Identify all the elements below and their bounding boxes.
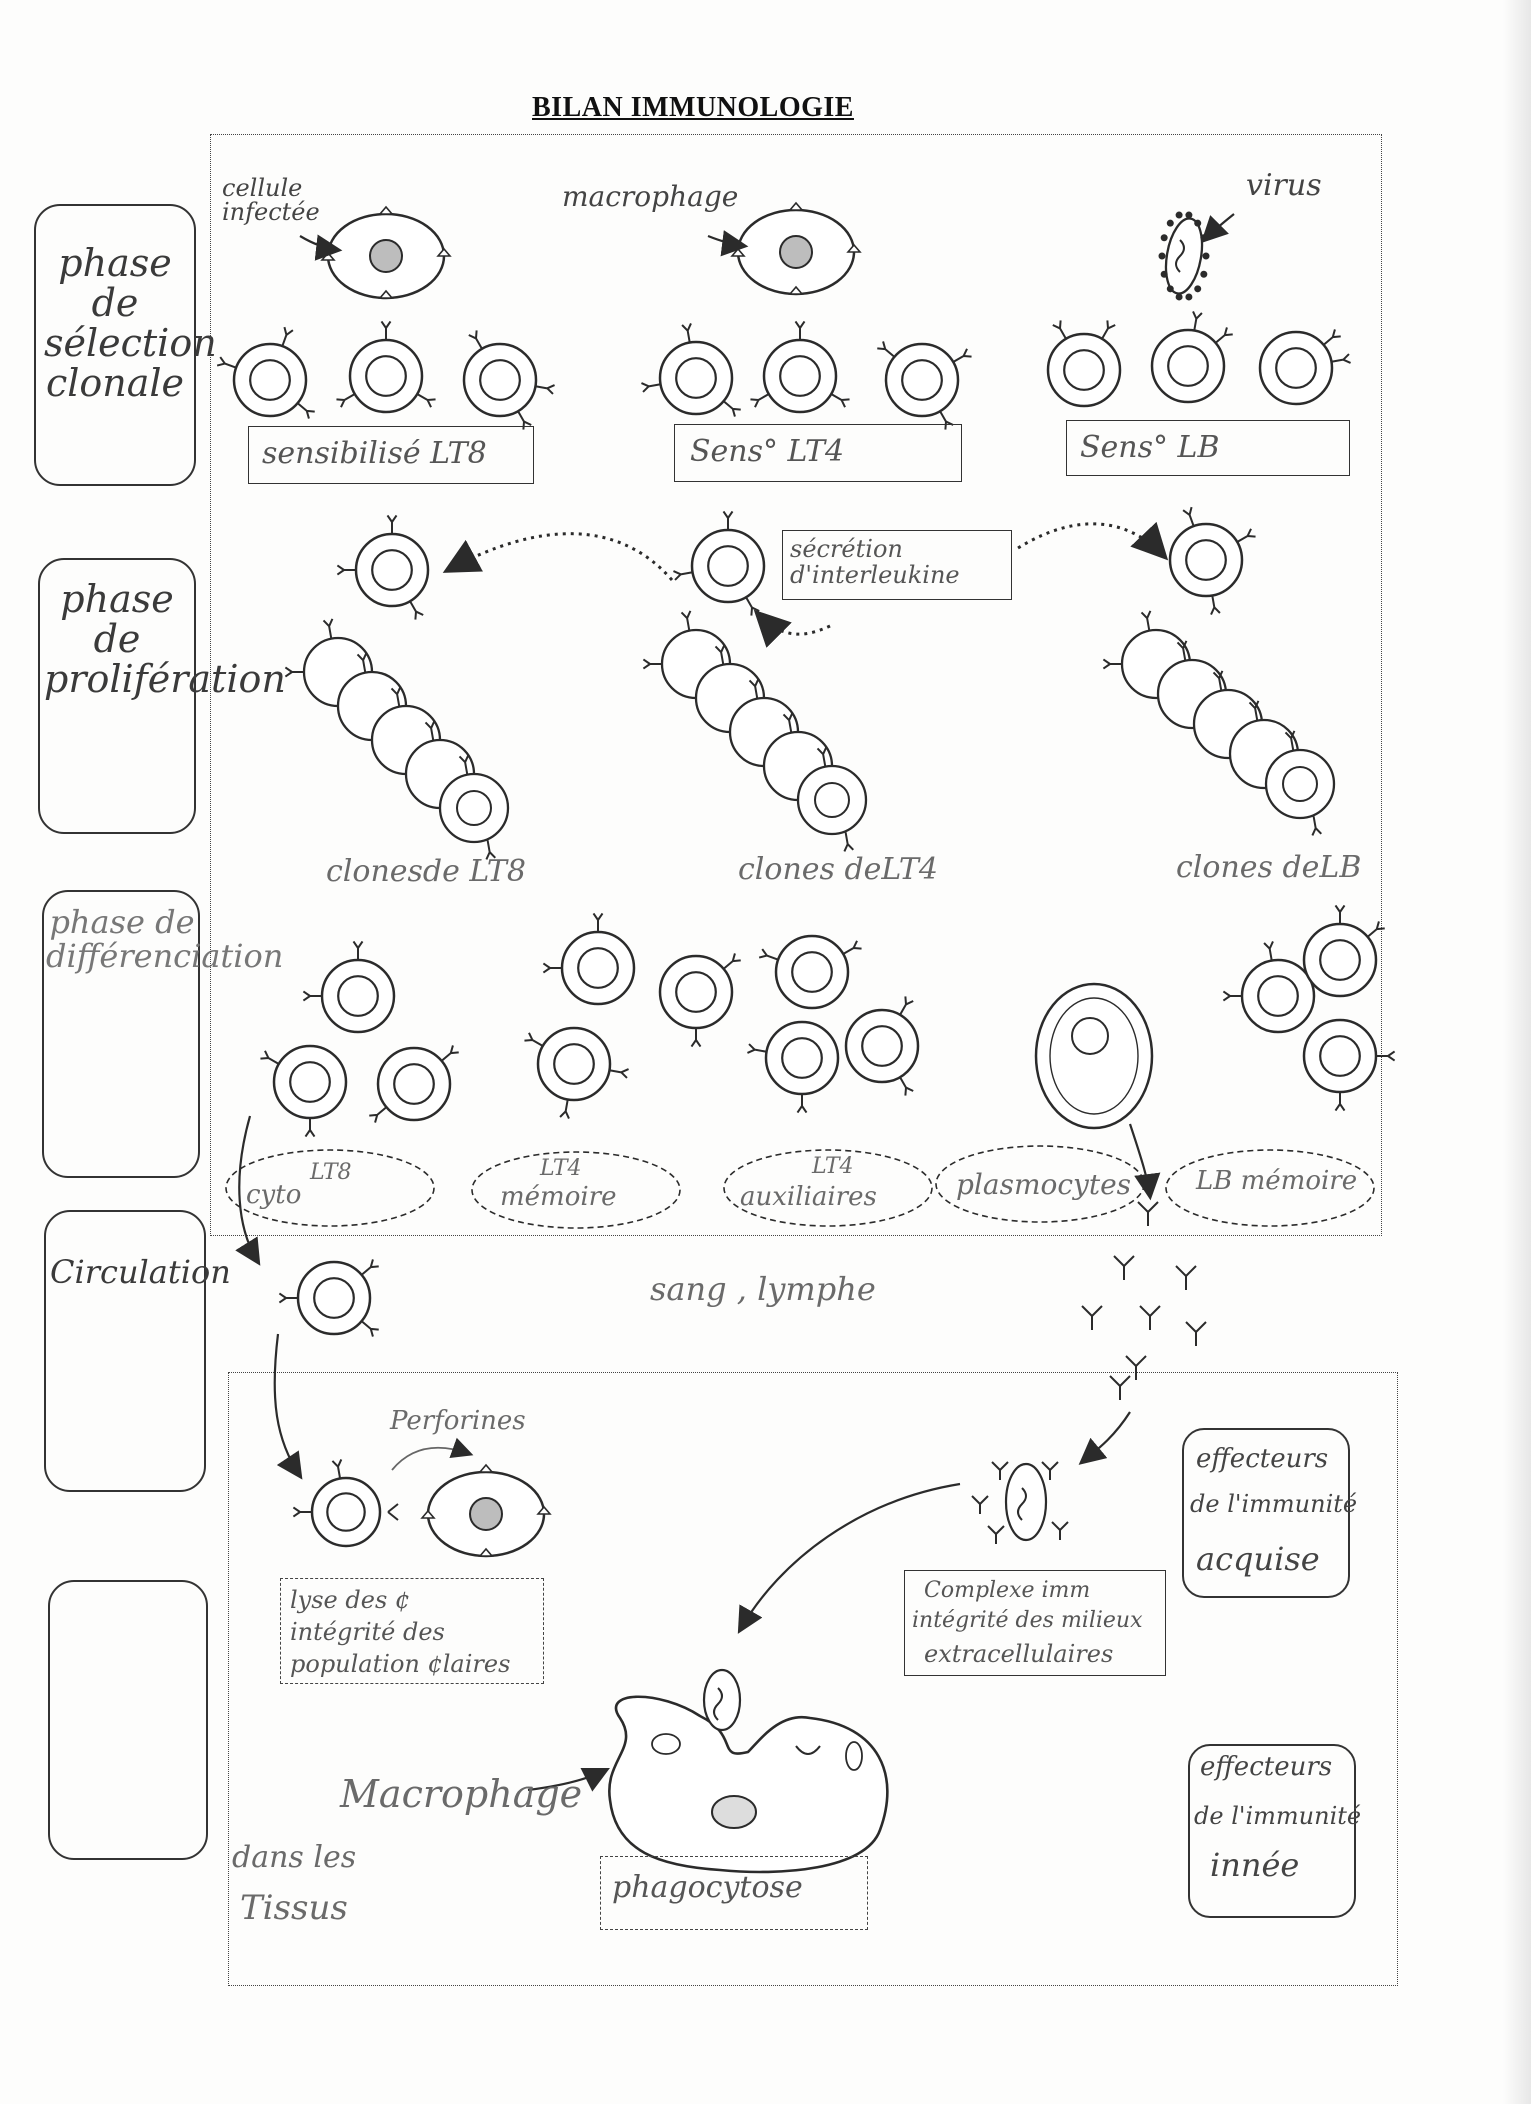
vesicle	[846, 1742, 862, 1770]
synapse-mark	[388, 1504, 398, 1520]
receptor-mark	[691, 1028, 700, 1047]
virus-spike	[1185, 212, 1192, 219]
receptor-mark	[750, 394, 768, 407]
receptor-mark	[469, 330, 482, 348]
virus-spike	[1194, 220, 1201, 227]
receptor-mark	[1053, 320, 1066, 338]
cell-nucleus	[1320, 1036, 1360, 1076]
cell-nucleus	[250, 360, 290, 400]
bound-antibody	[988, 1526, 1004, 1544]
receptor-mark	[285, 667, 304, 676]
receptor-mark	[387, 515, 396, 534]
bound-antibody	[972, 1496, 988, 1514]
virus-particle	[1161, 216, 1208, 297]
clones-lt4-label: clones deLT4	[738, 852, 938, 887]
receptor-mark	[217, 357, 236, 368]
complexe-line-3: extracellulaires	[924, 1640, 1114, 1668]
virus-spike	[1161, 234, 1168, 241]
tag-lt8: sensibilisé LT8	[262, 436, 487, 471]
lt4-memoire-label: mémoire	[500, 1182, 617, 1212]
tissus-line-1: dans les	[232, 1840, 357, 1875]
receptor-mark	[362, 1259, 379, 1274]
receptor-mark	[843, 941, 861, 954]
virus-spike	[1161, 271, 1168, 278]
receptor-mark	[260, 1051, 278, 1064]
lt4-aux-label: auxiliaires	[740, 1182, 877, 1212]
tissue-macrophage	[609, 1697, 887, 1872]
cell-nucleus	[370, 240, 402, 272]
receptor-mark	[282, 327, 293, 346]
receptor-mark	[1216, 327, 1233, 342]
macrophage-nucleus	[712, 1796, 756, 1828]
receptor-mark	[724, 953, 741, 968]
receptor-mark	[305, 1118, 314, 1137]
lb-memoire-label: LB mémoire	[1196, 1166, 1358, 1196]
receptor-mark	[1237, 529, 1255, 542]
receptor-mark	[1142, 611, 1151, 630]
antibody	[1140, 1306, 1160, 1330]
cell-nucleus	[676, 972, 716, 1012]
virus-spike	[1159, 253, 1166, 260]
receptor-mark	[900, 996, 913, 1014]
lyse-line-2: intégrité des	[290, 1618, 445, 1646]
lt4-aux-sup: LT4	[812, 1154, 854, 1179]
tag-lb: Sens° LB	[1080, 430, 1220, 465]
arrow-il-to-lb	[1018, 524, 1164, 556]
receptor-mark	[1376, 1051, 1395, 1060]
antibody	[1114, 1256, 1134, 1280]
surface-antigen	[380, 207, 392, 214]
receptor-mark	[303, 991, 322, 1000]
cell-nucleus	[862, 1026, 902, 1066]
receptor-mark	[336, 394, 354, 407]
interleukin-label: sécrétion d'interleukine	[790, 535, 960, 590]
receptor-mark	[795, 321, 804, 340]
macrophage-tissue-label: Macrophage	[340, 1772, 583, 1816]
receptor-mark	[593, 913, 602, 932]
cell-nucleus	[708, 546, 748, 586]
receptor-mark	[643, 659, 662, 668]
receptor-mark	[417, 394, 435, 407]
cell-nucleus	[338, 976, 378, 1016]
cell-nucleus	[780, 236, 812, 268]
lyse-line-1: lyse des ¢	[290, 1586, 411, 1614]
antibody	[1138, 1202, 1158, 1226]
immune-complex-virus	[1006, 1464, 1046, 1540]
phase-label-selection: phase de sélection clonale	[44, 241, 217, 405]
vesicle	[652, 1734, 680, 1754]
antibody	[1176, 1266, 1196, 1290]
receptor-mark	[609, 1069, 628, 1078]
surface-antigen	[790, 203, 802, 210]
perforines-label: Perforines	[390, 1406, 526, 1436]
cell-nucleus	[1320, 940, 1360, 980]
acquired-line-2: de l'immunité	[1190, 1490, 1358, 1518]
receptor-mark	[1193, 311, 1202, 330]
receptor-mark	[1324, 329, 1341, 344]
receptor-mark	[524, 1033, 542, 1046]
cell-nucleus	[366, 356, 406, 396]
perforines-arrow	[392, 1448, 470, 1470]
lyse-line-3: population ¢laires	[290, 1650, 511, 1678]
receptor-mark	[759, 949, 778, 960]
receptor-mark	[381, 321, 390, 340]
cell-nucleus	[314, 1278, 354, 1318]
receptor-mark	[723, 511, 732, 530]
cell-nucleus	[676, 358, 716, 398]
receptor-mark	[1331, 354, 1350, 363]
cell-nucleus	[480, 360, 520, 400]
phase-label-circulation: Circulation	[50, 1253, 231, 1291]
cell-nucleus	[815, 783, 849, 817]
virus-spike	[1167, 220, 1174, 227]
receptor-mark	[1223, 991, 1242, 1000]
surface-antigen	[480, 1465, 492, 1472]
receptor-mark	[298, 403, 315, 418]
arrow-il-to-lt8	[448, 534, 672, 580]
cell-nucleus	[1283, 767, 1317, 801]
receptor-mark	[724, 401, 741, 416]
receptor-mark	[353, 941, 362, 960]
virus-spike	[1203, 253, 1210, 260]
cell-nucleus	[470, 1498, 502, 1530]
page-title: BILAN IMMUNOLOGIE	[532, 92, 854, 123]
arrow-plasmocyte-antibodies	[1130, 1124, 1150, 1196]
virus-spike	[1176, 293, 1183, 300]
receptor-mark	[641, 383, 660, 392]
receptor-mark	[1335, 1092, 1344, 1111]
cell-nucleus	[457, 791, 491, 825]
receptor-mark	[1211, 595, 1220, 614]
virus-spike	[1167, 285, 1174, 292]
cell-nucleus	[792, 952, 832, 992]
arrow-blood-to-tissue	[275, 1334, 300, 1476]
cell-nucleus	[554, 1044, 594, 1084]
bound-antibody	[992, 1462, 1008, 1480]
receptor-mark	[362, 1321, 379, 1336]
cell-nucleus	[782, 1038, 822, 1078]
cell-nucleus	[372, 550, 412, 590]
receptor-mark	[1183, 507, 1194, 526]
bound-antibody	[1052, 1522, 1068, 1540]
receptor-mark	[1312, 816, 1321, 835]
cell-nucleus	[1186, 540, 1226, 580]
label-macrophage-top: macrophage	[562, 180, 739, 213]
antibody	[1110, 1376, 1130, 1400]
receptor-mark	[682, 611, 691, 630]
virus-spike	[1194, 285, 1201, 292]
receptor-mark	[746, 597, 759, 615]
virus-spike	[1185, 293, 1192, 300]
receptor-mark	[332, 1459, 341, 1478]
receptor-mark	[410, 601, 423, 619]
receptor-mark	[682, 323, 691, 342]
receptor-mark	[831, 394, 849, 407]
plasmocytes-label: plasmocytes	[956, 1168, 1132, 1201]
receptor-mark	[1103, 659, 1122, 668]
phagocytose-label: phagocytose	[612, 1870, 803, 1905]
cyto-lt8-sup: LT8	[310, 1160, 352, 1185]
lt4-memoire-sup: LT4	[540, 1156, 582, 1181]
tissus-line-2: Tissus	[240, 1888, 348, 1928]
cell-nucleus	[1168, 346, 1208, 386]
acquired-line-1: effecteurs	[1196, 1444, 1329, 1474]
arrow-antibody-to-complex	[1082, 1412, 1130, 1462]
cyto-label: cyto	[246, 1180, 302, 1210]
receptor-mark	[369, 1107, 386, 1122]
receptor-mark	[877, 341, 894, 356]
cell-nucleus	[578, 948, 618, 988]
receptor-mark	[1368, 921, 1385, 936]
cell-nucleus	[290, 1062, 330, 1102]
receptor-mark	[560, 1099, 569, 1118]
tag-lt4: Sens° LT4	[690, 434, 845, 469]
receptor-mark	[953, 349, 971, 362]
plasmocyte	[1036, 984, 1152, 1128]
receptor-mark	[279, 1293, 298, 1302]
receptor-mark	[747, 1044, 766, 1053]
receptor-mark	[797, 1094, 806, 1113]
receptor-mark	[337, 565, 356, 574]
innate-line-1: effecteurs	[1200, 1752, 1333, 1782]
bound-antibody	[1042, 1462, 1058, 1480]
label-infected-cell: cellule infectée	[222, 174, 320, 226]
cell-nucleus	[902, 360, 942, 400]
cell-nucleus	[394, 1064, 434, 1104]
innate-line-2: de l'immunité	[1194, 1802, 1362, 1830]
virus-spike	[1200, 271, 1207, 278]
arrow-il-loop	[758, 614, 830, 634]
virus-spike	[1176, 212, 1183, 219]
receptor-mark	[442, 1045, 459, 1060]
label-virus: virus	[1246, 168, 1322, 203]
complexe-line-2: intégrité des milieux	[912, 1608, 1143, 1633]
receptor-mark	[844, 832, 853, 851]
phase-label-proliferation: phase de prolifération	[44, 577, 286, 701]
complexe-line-1: Complexe imm	[924, 1578, 1091, 1603]
receptor-mark	[293, 1507, 312, 1516]
cell-nucleus	[1276, 348, 1316, 388]
blood-lymph-label: sang , lymphe	[650, 1270, 876, 1308]
clones-lt8-label: clonesde LT8	[326, 854, 526, 889]
receptor-mark	[1102, 320, 1115, 338]
receptor-mark	[673, 571, 692, 580]
receptor-mark	[1335, 905, 1344, 924]
cell-nucleus	[1064, 350, 1104, 390]
plasmocyte-nucleus	[1072, 1018, 1108, 1054]
innate-line-3: innée	[1210, 1846, 1300, 1884]
phase-label-differentiation: phase de différenciation	[46, 903, 284, 975]
antibody	[1186, 1322, 1206, 1346]
receptor-mark	[543, 963, 562, 972]
arrow-virus	[1204, 214, 1234, 240]
cell-nucleus	[1258, 976, 1298, 1016]
clones-lb-label: clones deLB	[1176, 850, 1362, 885]
receptor-mark	[1264, 941, 1273, 960]
cell-nucleus	[780, 356, 820, 396]
receptor-mark	[535, 385, 554, 394]
receptor-mark	[900, 1077, 913, 1095]
receptor-mark	[324, 619, 333, 638]
antibody	[1082, 1306, 1102, 1330]
cell-nucleus	[327, 1493, 364, 1530]
acquired-line-3: acquise	[1196, 1540, 1320, 1578]
